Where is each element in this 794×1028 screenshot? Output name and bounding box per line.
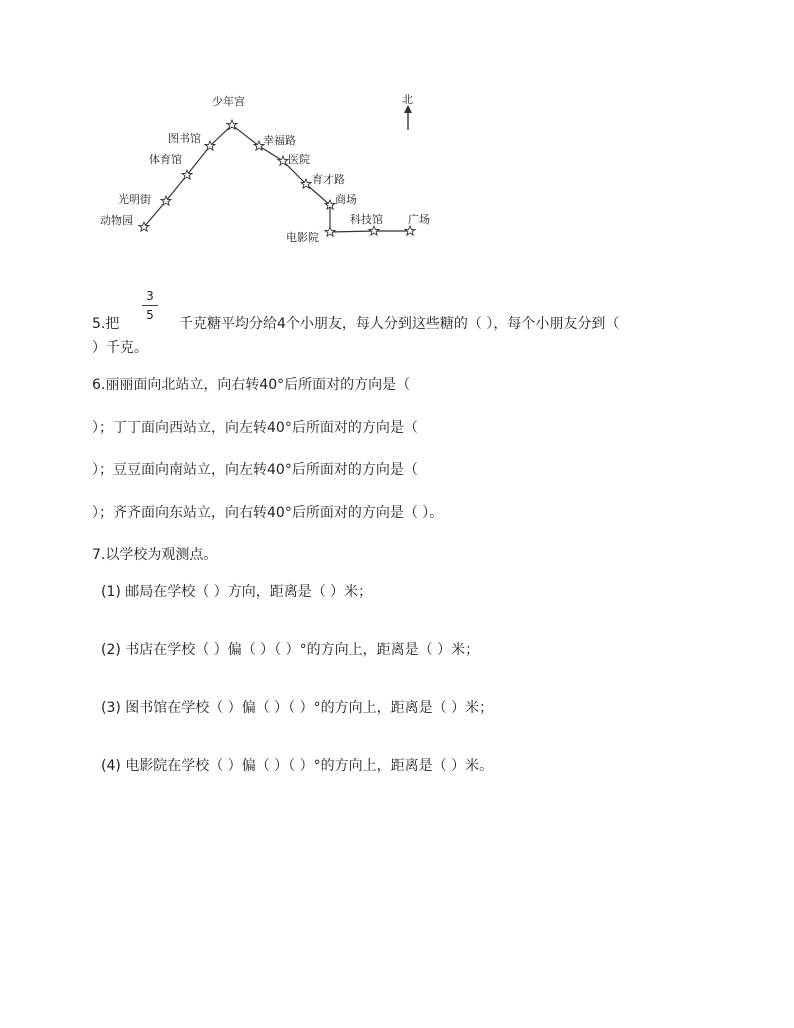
q7-item-3: (3) 图书馆在学校（ ）偏（ ）（ ）°的方向上，距离是（ ）米； [101, 700, 494, 716]
q7-item-2: (2) 书店在学校（ ）偏（ ）（ ）°的方向上，距离是（ ）米； [101, 642, 480, 658]
north-arrow-head [404, 105, 412, 113]
place-label-shaoniangong: 少年宫 [212, 95, 245, 108]
star-marker [369, 226, 379, 235]
place-label-kejiguan: 科技馆 [350, 213, 383, 226]
place-label-yiyuan: 医院 [288, 153, 310, 166]
q6-line3: ）；豆豆面向南站立，向左转40°后所面对的方向是（ [92, 462, 418, 478]
q5-text: 千克糖平均分给4个小朋友，每人分到这些糖的（ ），每个小朋友分到（ [179, 316, 620, 332]
place-label-tiyuguan: 体育馆 [149, 153, 182, 166]
q7-title: 7.以学校为观测点。 [92, 547, 218, 563]
place-label-yucailu: 育才路 [312, 173, 345, 186]
q5-fraction [142, 289, 158, 322]
q5-line2: ）千克。 [92, 340, 148, 356]
place-label-dongwuyuan: 动物园 [100, 214, 133, 227]
north-label: 北 [402, 93, 413, 106]
place-label-guangmingjie: 光明街 [118, 193, 151, 206]
star-marker [405, 226, 415, 235]
place-label-shangchang: 商场 [335, 193, 357, 206]
route-map [80, 88, 450, 258]
place-label-xingfulu: 幸福路 [263, 134, 296, 147]
place-label-dianyingyuan: 电影院 [286, 231, 319, 244]
place-label-tushuguan: 图书馆 [168, 132, 201, 145]
q7-item-4: (4) 电影院在学校（ ）偏（ ）（ ）°的方向上，距离是（ ）米。 [101, 758, 494, 774]
q6-line2: ）；丁丁面向西站立，向左转40°后所面对的方向是（ [92, 420, 418, 436]
q6-line4: ）；齐齐面向东站立，向右转40°后所面对的方向是（ ）。 [92, 505, 444, 521]
q5-fraction-numerator: 3 [146, 289, 154, 303]
q7-item-1: (1) 邮局在学校（ ）方向，距离是（ ）米； [101, 584, 373, 600]
q6-line1: 6.丽丽面向北站立，向右转40°后所面对的方向是（ [92, 377, 411, 393]
place-label-guangchang: 广场 [408, 213, 430, 226]
q5-fraction-bar [142, 305, 158, 306]
star-marker [325, 227, 335, 236]
q5-prefix: 5.把 [92, 316, 120, 332]
q5-fraction-denominator: 5 [146, 308, 154, 322]
